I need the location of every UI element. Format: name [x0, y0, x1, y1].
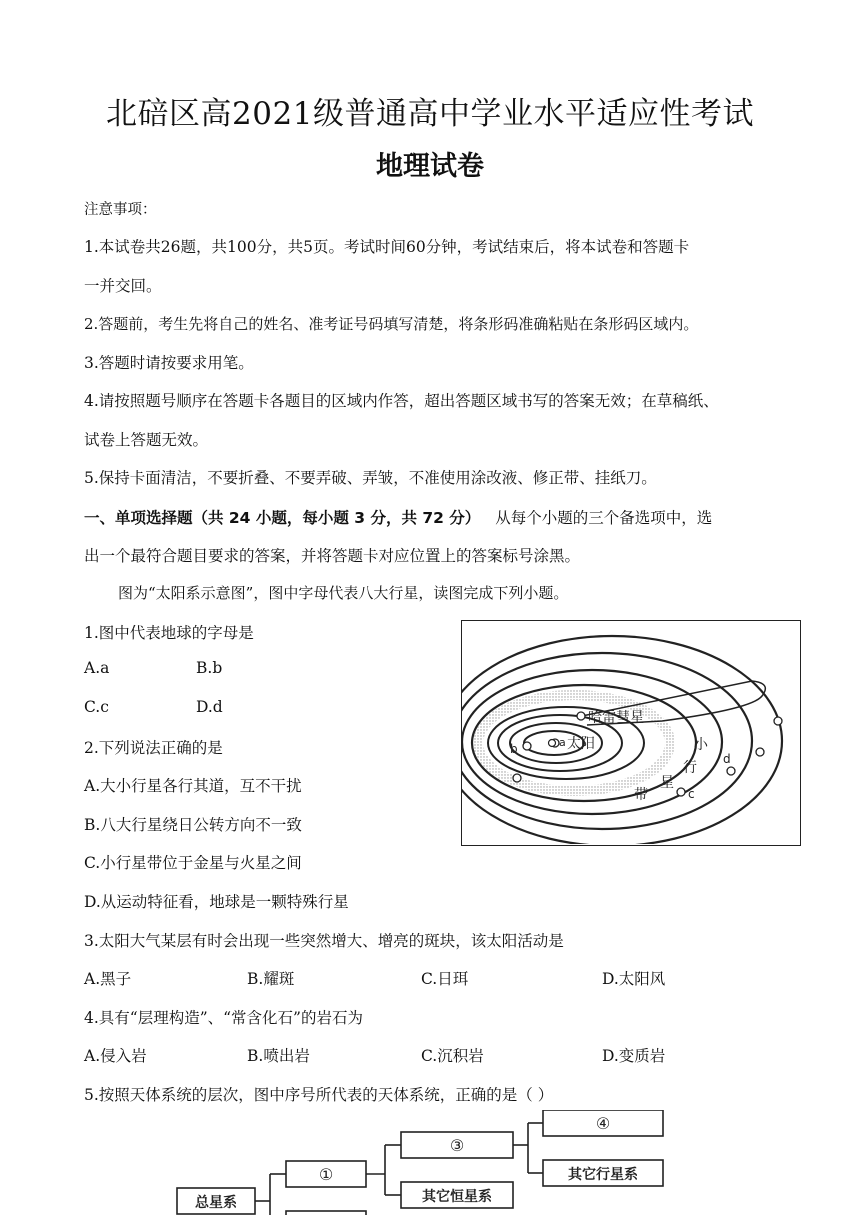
- planet-c: [677, 788, 685, 796]
- label-a: a: [559, 736, 566, 749]
- belt-char-1: 小: [694, 737, 708, 753]
- q2-stem: 2.下列说法正确的是: [84, 739, 223, 757]
- solar-system-diagram: [461, 620, 801, 846]
- belt-char-2: 行: [683, 760, 697, 776]
- label-3: ③: [449, 1136, 465, 1155]
- q3-option-c: C.日珥: [421, 970, 469, 988]
- label-d: d: [723, 752, 731, 766]
- q2-option-c: C.小行星带位于金星与火星之间: [84, 854, 302, 872]
- section-instruction: 出一个最符合题目要求的答案，并将答题卡对应位置上的答案标号涂黑。: [84, 547, 581, 565]
- notice-1-cont: 一并交回。: [84, 277, 162, 295]
- planet-venus-like: [513, 774, 521, 782]
- exam-title: 北碚区高2021级普通高中学业水平适应性考试: [106, 96, 754, 132]
- planet-7: [756, 748, 764, 756]
- q1-option-a: A.a: [84, 659, 110, 677]
- belt-char-4: 带: [634, 787, 648, 803]
- planet-b: [523, 742, 531, 750]
- q2-option-d: D.从运动特征看，地球是一颗特殊行星: [84, 893, 349, 911]
- section-heading-line: [84, 506, 712, 528]
- hierarchy-svg: [170, 1110, 690, 1215]
- q3-option-b: B.耀斑: [247, 970, 295, 988]
- q4-option-b: B.喷出岩: [247, 1047, 310, 1065]
- box-2-partial: [286, 1211, 366, 1215]
- exam-subtitle: 地理试卷: [376, 151, 484, 182]
- q2-option-b: B.八大行星绕日公转方向不一致: [84, 816, 302, 834]
- belt-char-3: 星: [660, 775, 674, 791]
- sun-marker: [549, 740, 556, 747]
- label-1: ①: [318, 1165, 334, 1184]
- q1-option-d: D.d: [196, 698, 223, 716]
- notice-1: 1.本试卷共26题，共100分，共5页。考试时间60分钟，考试结束后，将本试卷和答题卡: [84, 238, 690, 256]
- q3-stem: 3.太阳大气某层有时会出现一些突然增大、增亮的斑块，该太阳活动是: [84, 932, 564, 950]
- comet-label: 哈雷彗星: [588, 710, 644, 726]
- figure-intro: 图为“太阳系示意图”，图中字母代表八大行星，读图完成下列小题。: [118, 584, 569, 602]
- halley-comet: [577, 712, 585, 720]
- notice-2: 2.答题前，考生先将自己的姓名、准考证号码填写清楚，将条形码准确粘贴在条形码区域内。: [84, 315, 699, 333]
- label-b: b: [510, 742, 518, 756]
- label-other-stars: 其它恒星系: [422, 1189, 492, 1205]
- q3-option-d: D.太阳风: [602, 970, 666, 988]
- q5-stem: 5.按照天体系统的层次，图中序号所代表的天体系统，正确的是（ ）: [84, 1086, 554, 1104]
- label-c: c: [688, 787, 695, 801]
- q4-option-c: C.沉积岩: [421, 1047, 484, 1065]
- planet-8: [774, 717, 782, 725]
- notice-4-cont: 试卷上答题无效。: [84, 431, 209, 449]
- q1-option-b: B.b: [196, 659, 223, 677]
- label-other-planets: 其它行星系: [568, 1167, 638, 1183]
- label-4: ④: [595, 1114, 611, 1133]
- notice-4: 4.请按照题号顺序在答题卡各题目的区域内作答，超出答题区域书写的答案无效；在草稿纸、: [84, 392, 719, 410]
- section-heading-rest: 从每个小题的三个备选项中，选: [495, 509, 713, 527]
- orbit-7: [462, 653, 752, 829]
- notice-heading: 注意事项：: [84, 202, 157, 218]
- q4-option-a: A.侵入岩: [84, 1047, 147, 1065]
- planet-d: [727, 767, 735, 775]
- q4-stem: 4.具有“层理构造”、“常含化石”的岩石为: [84, 1009, 363, 1027]
- q3-option-a: A.黑子: [84, 970, 132, 988]
- solar-system-svg: [462, 621, 799, 844]
- section-heading: 一、单项选择题（共 24 小题，每小题 3 分，共 72 分）: [84, 509, 481, 527]
- q1-stem: 1.图中代表地球的字母是: [84, 624, 254, 642]
- q4-option-d: D.变质岩: [602, 1047, 666, 1065]
- q2-option-a: A.大小行星各行其道，互不干扰: [84, 777, 302, 795]
- q1-option-c: C.c: [84, 698, 109, 716]
- celestial-hierarchy-diagram: [170, 1110, 690, 1215]
- notice-3: 3.答题时请按要求用笔。: [84, 354, 254, 372]
- sun-label: 太阳: [567, 736, 595, 752]
- label-total-galaxy: 总星系: [195, 1195, 237, 1211]
- notice-5: 5.保持卡面清洁，不要折叠、不要弄破、弄皱，不准使用涂改液、修正带、挂纸刀。: [84, 469, 657, 487]
